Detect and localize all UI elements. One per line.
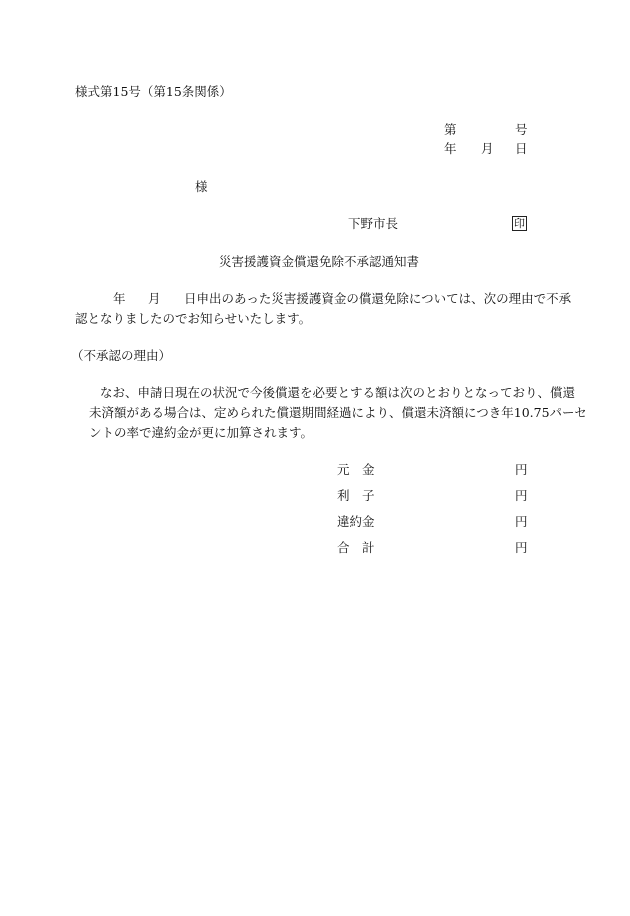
body1-line2: 認となりましたのでお知らせいたします。 [75,311,312,326]
reason-heading: （不承認の理由） [71,348,172,363]
document-title: 災害援護資金償還免除不承認通知書 [219,254,420,269]
amount-label-penalty: 違約金 [337,514,375,529]
amount-unit-total: 円 [515,540,528,555]
body1-year: 年 [113,291,126,306]
amount-label-total: 合 計 [337,540,375,555]
body1-line1: 日申出のあった災害援護資金の償還免除については、次の理由で不承 [184,291,572,306]
date-day: 日 [515,141,528,156]
body2-line3: ントの率で違約金が更に加算されます。 [89,425,314,440]
amount-label-principal: 元 金 [337,462,375,477]
form-number: 様式第15号（第15条関係） [75,84,232,99]
amount-unit-interest: 円 [515,488,528,503]
number-dai: 第 [444,122,457,137]
seal-mark: 印 [514,217,525,230]
issuer: 下野市長 [348,216,399,231]
amount-unit-principal: 円 [515,462,528,477]
number-go: 号 [515,122,528,137]
body2-line1: なお、申請日現在の状況で今後償還を必要とする額は次のとおりとなっており、償還 [100,385,576,400]
addressee-suffix: 様 [195,179,208,194]
date-year: 年 [444,141,457,156]
date-month: 月 [481,141,494,156]
body1-month: 月 [148,291,161,306]
amount-unit-penalty: 円 [515,514,528,529]
amount-label-interest: 利 子 [337,488,375,503]
body2-line2: 未済額がある場合は、定められた償還期間経過により、償還未済額につき年10.75パーセ [89,405,587,420]
